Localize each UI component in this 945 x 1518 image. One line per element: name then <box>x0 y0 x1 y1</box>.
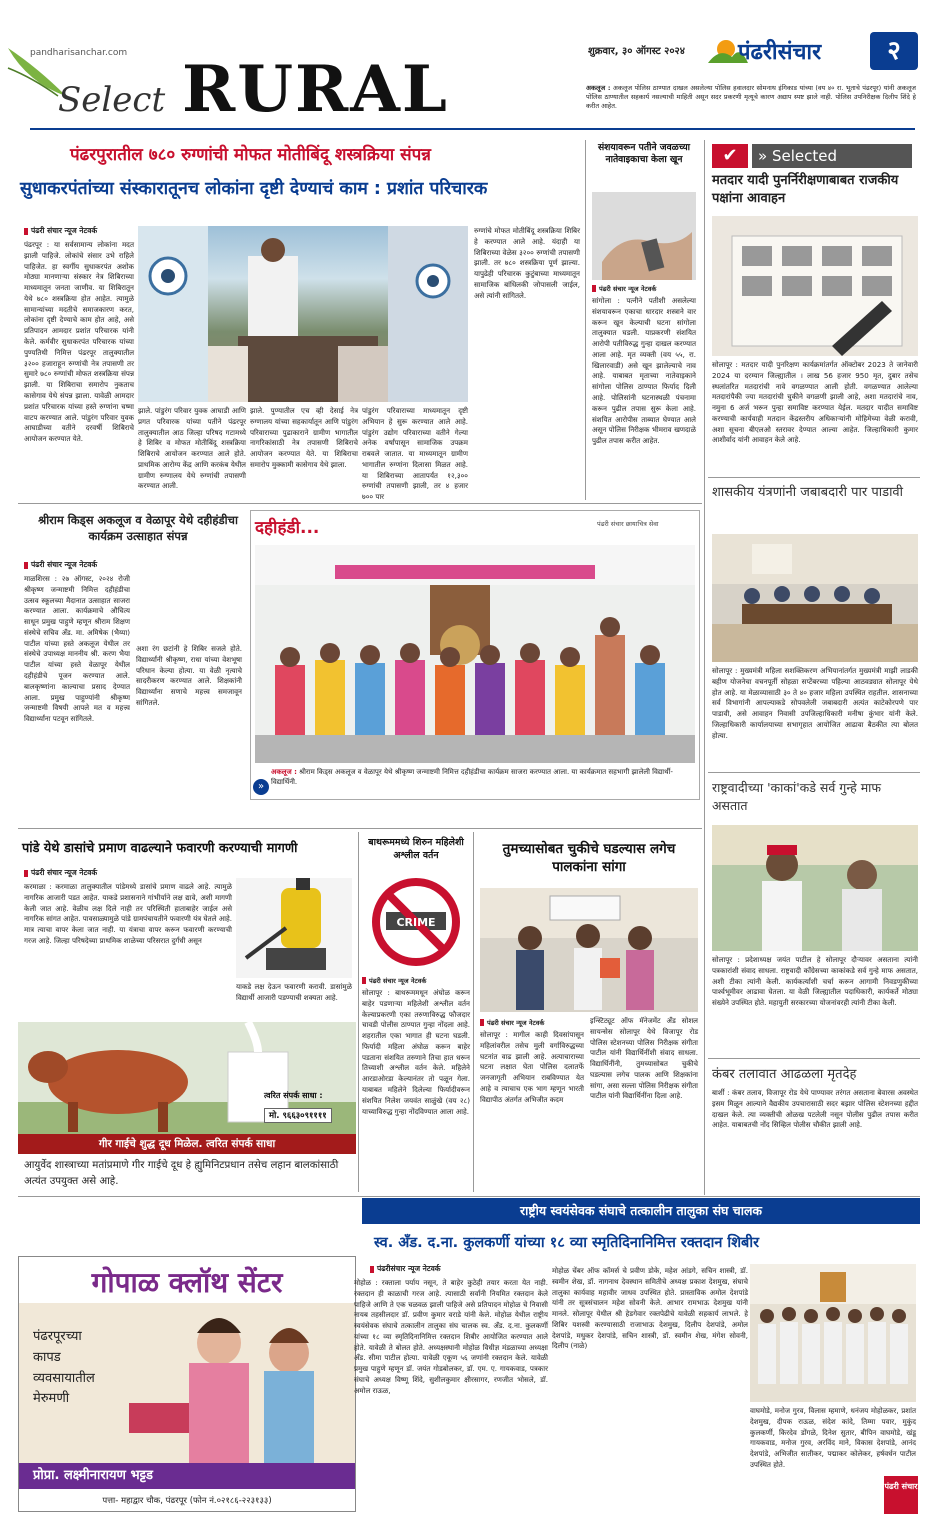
site-url[interactable]: pandharisanchar.com <box>30 48 128 58</box>
rss-byline: पंढरीसंचार न्यूज नेटवर्क <box>370 1264 441 1274</box>
rss-kicker-bar <box>362 1198 920 1224</box>
dahihandi-caption <box>271 767 691 797</box>
eye-camp-photo <box>138 226 468 402</box>
drown-headline: कंबर तलावात आढळला मृतदेह <box>712 1067 857 1082</box>
admin-body: सोलापूर : मुख्यमंत्री महिला सशक्तिकरण अभियानांतर्गत मुख्यमंत्री माझी लाडकी बहीण योजनेचा वचनपूर्ती सोहळा सप्टेंबरच्या पहिल्या आठवड्यात सोलापूर येथे होत आहे. या मेळाव्यासाठी ३० ते ४० हजार महिला उपस्थित राहतील. शासनाच्या सर्व विभागांनी आपल्याकडे सोपवलेली जबाबदारी अत्यंत काटेकोरपणे पार पाडावी, असे आवाहन निवासी उपजिल्हाधिकारी मनीषा कुंभार यांनी केले. जिल्हाधिकारी कार्यालयाच्या सभागृहात आयोजित आढावा बैठकीत त्या बोलत होत्या. <box>712 666 918 740</box>
divider-h-bottom <box>18 1196 920 1197</box>
paper-name: पंढरीसंचार <box>738 40 822 65</box>
murder-byline: पंढरी संचार न्यूज नेटवर्क <box>592 284 656 293</box>
cloth-ad <box>18 1256 356 1512</box>
cloth-ad-footer <box>19 1491 355 1511</box>
parents-photo <box>480 888 698 1012</box>
admin-photo <box>712 534 918 662</box>
brief-box <box>586 84 916 126</box>
small-logo <box>884 1476 918 1514</box>
rss-col3: वाघमोडे, मनोज गुरव, विलास म्हमाणे, धनंजय मोहोळकर, प्रशांत देशमुख, दीपक राऊळ, संदेश कांदे, तिम्मा पवार, मुकुंद कुलकर्णी, किरदेव डोंगळे, दिनेश सुतार, बीपिन वाघमोडे, खंडू गायकवाड, मनोज गुरव, अरविंद माने, विकास देशपांडे, आनंद देशपांडे, अभिजीत सातीकर, पद्माकर कोलेकर, हर्षवर्धन पाटील उपस्थित होते. <box>750 1406 916 1469</box>
dahihandi-photo <box>255 545 695 763</box>
crime-sign <box>364 874 468 970</box>
cloth-line-3: व्यवसायातील <box>33 1370 95 1386</box>
milk-tagline: आयुर्वेद शास्त्राच्या मतांप्रमाणे गीर गाईचे दूध हे ह्युमिनिटप्रधान तसेच लहान बालकांसाठी अत्यंत उपयुक्त असे आहे. <box>24 1160 339 1187</box>
admin-headline: शासकीय यंत्रणांनी जबाबदारी पार पाडावी <box>712 485 904 500</box>
dahihandi-story <box>18 506 702 826</box>
dahihandi-col2: अशा रंग छटांनी हे शिबिर सजले होते. विद्यार्थ्यांनी श्रीकृष्ण, राधा यांच्या वेशभूषा परिधान केल्या होत्या. या वेळी नृत्याचे सादरीकरण करण्यात आले. शिक्षकांनी विद्यार्थ्यांना सणाचे महत्त्व समजावून सांगितले. <box>136 644 242 707</box>
brief-label: अकलूज : <box>586 84 611 92</box>
divider-v4 <box>473 832 474 1192</box>
cloth-line-1: पंढरपूरच्या <box>33 1329 82 1344</box>
ncp-body: सोलापूर : प्रदेशाध्यक्ष जयंत पाटील हे सोलापूर दौऱ्यावर असताना त्यांनी पत्रकारांशी संवाद साधला. राष्ट्रवादी काँग्रेसच्या काकांकडे सर्व गुन्हे माफ असतात, अशी टीका त्यांनी केली. कार्यकर्त्यांशी चर्चा करून आगामी निवडणुकीच्या पार्श्वभूमीवर आढावा घेतला. या वेळी जिल्ह्यातील पदाधिकारी, कार्यकर्ते मोठ्या संख्येने उपस्थित होते. महायुती सरकारच्या योजनांवरही त्यांनी टीका केली. <box>712 955 918 1008</box>
rss-col2: मोहोळ चेंबर ऑफ कॉमर्स चे प्रवीण डोके, महेश आंडगे, सचिन शास्त्री, डॉ. स्वमीन शेख, डॉ. नागनाथ देवस्थान समितीचे अध्यक्ष प्रकाश देशमुख, संघाचे तालुका कार्यवाह महावीर जाधव उपस्थित होते. प्रास्ताविक अमोल देशपांडे यांनी तर सूत्रसंचालन महेश सोवनी केले. आभार रामभाऊ देशमुख यांनी मानले. सोलापूर येथील श्री हेडगेवार रक्तपेढीचे यावेळी सहकार्य लाभले. हे शिबिर यशस्वी करण्यासाठी राजाभाऊ देशमुख, दिलीप देशपांडे, अमोल देशपांडे, मधुकर देशपांडे, सचिन शास्त्री, डॉ. स्वमीन शेख, मंगेश सोवनी, दिलीप (नाळे) <box>552 1266 748 1351</box>
brief-text: अकलूज पोलिस ठाण्यात दाखल असलेल्या पोलिस हवालदार सोमनाथ इंगिकाड यांच्या (वय ४० रा. भूताचे पंढरपूर) यांनी अकलूज पोलिस ठाण्यातील सहकार्य नसल्याची माहिती असून सदर प्रकरणी मृत्यूचे कारण अद्याप स्पष्ट झाले नाही. पोलिस उपनिरीक्षक दिलीप शिंदे हे करीत आहेत. <box>586 84 916 110</box>
mosquito-headline: पांडे येथे डासांचे प्रमाण वाढल्याने फवारणी करण्याची मागणी <box>22 841 298 856</box>
admin-story <box>708 480 920 770</box>
eye-camp-scene <box>138 226 468 402</box>
main-col4: पांडुरंग परिवाराच्या माध्यमातून दृष्टी अभियान हे सुरू करण्यात आले आहे. पांडुरंग उद्योग परिवाराच्या वतीने गेल्या अनेक वर्षांपासून सामाजिक उपक्रम राबवले जातात. या माध्यमातून ग्रामीण भागातील रुग्णांना दिलासा मिळत आहे. या शिबिराच्या आतापर्यंत १२,३०० रुग्णांची तपासणी झाली, तर ४ हजार ७०० पार <box>362 406 468 502</box>
harassment-body: सोलापूर : बाथरूममधून अंघोळ करून बाहेर पडणाऱ्या महिलेशी अश्लील वर्तन केल्याप्रकरणी एका तरुणाविरुद्ध फौजदार चावडी पोलीस ठाण्यात गुन्हा नोंदला आहे. शहरातील एका भागात ही घटना घडली. फिर्यादी महिला अंघोळ करून बाहेर पडताना संशयित तरुणाने तिचा हात धरून तिच्याशी अश्लील वर्तन केले. महिलेने आरडाओरडा केल्यानंतर तो पळून गेला. याबाबत महिलेने दिलेल्या फिर्यादीवरून संशयित निलेश जयवंत साळुंखे (वय २८) याच्याविरुद्ध गुन्हा नोंदविण्यात आला आहे. <box>362 988 470 1116</box>
drown-story <box>708 1062 920 1192</box>
next-arrow-icon[interactable]: » <box>253 779 269 795</box>
cloth-ad-lines <box>33 1327 163 1410</box>
main-col5: रुग्णांचे मोफत मोतीबिंदू शस्त्रक्रिया शिबिर हे करण्यात आले आहे. यंदाही या शिबिराच्या वेळेस ३२०० रुग्णांची तपासणी झाली. तर ७८० शस्त्रक्रिया पूर्ण झाल्या. यापुढेही परिचारक कुटुंबाच्या माध्यमातून सामाजिक बांधिलकी जोपासली जाईल, असे त्यांनी सांगितले. <box>474 226 580 300</box>
small-logo-text: पंढरी संचार <box>884 1482 918 1491</box>
voter-headline: मतदार यादी पुनर्निरीक्षणाबाबत राजकीय पक्षांना आवाहन <box>712 173 899 207</box>
drown-body: बार्शी : कंबर तलाव, विजापूर रोड येथे पाण्यावर तरंगत असताना बेवारस अवस्थेत इसम मिळून आल्याने वैद्यकीय उपचारासाठी सदर बझार पोलिस स्टेशनच्या हद्दीत दाखल केले. त्या व्यक्तीची ओळख पटलेली नसून पोलीस पुढील तपास करीत आहेत. याबाबतची नोंद सिव्हिल पोलीस चौकीत झाली आहे. <box>712 1088 918 1130</box>
divider-h-main <box>18 503 702 504</box>
ncp-story <box>708 775 920 1055</box>
selected-label-box <box>752 144 912 168</box>
milk-phone[interactable]: मो. ९६६३०९११११ <box>264 1108 332 1123</box>
divider-v3 <box>358 832 359 1192</box>
ncp-headline: राष्ट्रवादीच्या 'काकां'कडे सर्व गुन्हे माफ असतात <box>712 780 882 814</box>
chevron-icon: » <box>758 147 772 165</box>
rss-col1: मोहोळ : रक्ताला पर्याय नसून, ते बाहेर कुठेही तयार करता येत नाही. रक्तदान ही काळाची गरज आहे. त्यासाठी सर्वांनी नियमित रक्तदान केले पाहिजे आणि ते एक चळवळ झाली पाहिजे असे प्रतिपादन मोहोळ चे निवासी नायब तहसीलदार डॉ. प्रवीण कुमार वराडे यांनी केले. मोहोळ येथील राष्ट्रीय स्वयंसेवक संघाचे तत्कालीन तालुका संघ चालक स्व. अँड. द.ना. कुलकर्णी यांच्या १८ व्या स्मृतिदिनानिमित्त रक्तदान शिबीर आयोजित करण्यात आले होते. यावेळी ते बोलत होते. अध्यक्षस्थानी मोहोळ विधीज्ञ मंडळाच्या अध्यक्षा अँड. सीमा पाटील होत्या. यावेळी एकूण ५६ जणांनी रक्तदान केले. यावेळी प्रमुख पाहुणे म्हणून डॉ. जयंत गोडबोलकर, डॉ. एम. ए. गायकवाड, पत्रकार संघाचे अध्यक्ष विष्णू शिंदे, सुशीलकुमार क्षीरसागर, रणजीत भोसले, डॉ. अमोल राऊळ, <box>354 1278 548 1395</box>
cloth-ad-address: पत्ता- महाद्वार चौक, पंढरपूर <box>102 1496 188 1506</box>
dahihandi-headline: श्रीराम किड्स अकलूज व वेळापूर येथे दहीहंडीचा कार्यक्रम उत्साहात संपन्न <box>38 513 238 544</box>
sprayer-photo <box>236 878 352 978</box>
voter-story <box>708 140 920 475</box>
main-byline: पंढरी संचार न्यूज नेटवर्क <box>24 226 97 236</box>
section-title: RURAL <box>182 52 449 127</box>
cloth-line-4: मेरुमणी <box>33 1391 70 1407</box>
main-kicker: पंढरपुरातील ७८० रुग्णांची मोफत मोतीबिंदू शस्त्रक्रिया संपन्न <box>70 145 431 165</box>
mosquito-col2: याकडे लक्ष देऊन फवारणी करावी. डासांमुळे विद्यार्थी आजारी पडण्याची शक्यता आहे. <box>236 982 352 1002</box>
cloth-ad-name: गोपाळ क्लॉथ सेंटर <box>91 1266 283 1299</box>
murder-story <box>588 140 700 502</box>
divider-v1 <box>585 140 586 500</box>
murder-headline: संशयावरून पतीने जवळच्या नातेवाइकाचा केला खून <box>597 142 691 166</box>
divider-h-ncp <box>708 1058 920 1059</box>
dahihandi-photo-label: दहीहंडी... <box>255 518 320 538</box>
date-line: शुक्रवार, ३० ऑगस्ट २०२४ <box>588 46 685 57</box>
blood-camp-photo <box>750 1264 916 1402</box>
harassment-byline: पंढरी संचार न्यूज नेटवर्क <box>362 976 426 985</box>
main-headline: सुधाकरपंतांच्या संस्कारातूनच लोकांना दृष्टी देण्याचं काम : प्रशांत परिचारक <box>20 179 488 199</box>
rss-story <box>354 1198 920 1514</box>
murder-body: सांगोला : पत्नीने पतीशी असलेल्या संशयावरून एकाचा धारदार शस्त्राने वार करून खून केल्याची घटना सांगोला तालुक्यात घडली. याप्रकरणी संशयित आरोपी पतीविरुद्ध गुन्हा दाखल करण्यात आला आहे. मृत व्यक्ती (वय ५५, रा. खिलारवाडी) असे खून झालेल्याचे नाव आहे. याबाबत मृताच्या नातेवाइकाने सांगोला पोलिस ठाण्यात फिर्याद दिली आहे. पोलिसांनी घटनास्थळी पंचनामा करून पुढील तपास सुरू केला आहे. संशयित आरोपीस ताब्यात घेण्यात आले असून पोलिस निरीक्षक भीमराव खणदाळे पुढील तपास करीत आहेत. <box>592 296 696 446</box>
divider-h-mid <box>18 828 702 829</box>
harassment-headline: बाथरूममध्ये शिरुन महिलेशी अश्लील वर्तन <box>368 837 464 862</box>
parents-col2: इन्स्टिट्यूट ऑफ मॅनेजमेंट अँड सोशल सायन्सेस सोलापूर येथे विजापूर रोड पोलिस स्टेशनच्या पोलिस निरीक्षक संगीता पाटील यांनी विद्यार्थिनींशी संवाद साधला. विद्यार्थिनींनी, तुमच्यासोबत चुकीचे घडल्यास लगेच पालक आणि शिक्षकांना सांगा, असा सल्ला पोलिस निरीक्षक संगीता पाटील यांनी विद्यार्थिनींना दिला आहे. <box>590 1016 698 1101</box>
main-col2: झाले. पांडुरंग परिवार युवक आघाडी आणि प्रगत परिवारक यांच्या पतीने पंढरपूर तालुक्यातील आठ जिल्हा परिषद गटामध्ये हे शिबिर व मोफत मोतीबिंदू शस्त्रक्रिया शिबिराचे आयोजन करण्यात आले होते. प्राथमिक आरोग्य केंद्र आणि करकंब येथील ग्रामीण रुग्णालय येथे रुग्णांची तपासणी करण्यात आली. <box>138 406 246 491</box>
main-story <box>18 136 584 500</box>
parents-byline: पंढरी संचार न्यूज नेटवर्क <box>480 1018 544 1027</box>
harassment-story <box>360 832 472 1194</box>
divider-h-voter <box>708 477 920 478</box>
murder-photo <box>592 192 696 280</box>
parents-col1: सोलापूर : मागील काही दिवसांपासून महिलांवरील तसेच मुली वर्गाविरुद्धच्या घटनांत वाढ झाली आहे. अत्याचाराच्या घटना लक्षात घेता पोलिस दलातर्फे जनजागृती अभियान राबविण्यात येत आहे व त्याचाच एक भाग म्हणून भारती विद्यापीठ अंतर्गत अभिजीत कदम <box>480 1030 584 1104</box>
masthead <box>0 0 945 132</box>
divider-h-admin <box>708 772 920 773</box>
parents-headline: तुमच्यासोबत चुकीचे घडल्यास लगेच पालकांना सांगा <box>502 841 676 876</box>
masthead-rule <box>30 128 915 130</box>
page-number-box <box>870 32 918 70</box>
caption-text: श्रीराम किड्स अकलूज व वेळापूर येथे श्रीकृष्ण जन्माष्टमी निमित्त दहीहंडीचा कार्यक्रम साजरा करण्यात आला. या कार्यक्रमात सहभागी झालेली विद्यार्थी-विद्यार्थिनी. <box>271 768 673 787</box>
dahihandi-col1: माळशिरस : २७ ऑगस्ट, २०२४ रोजी श्रीकृष्ण जन्माष्टमी निमित्त दहीहंडीचा उत्सव स्कूलच्या मैदानात उत्साहात साजरा करण्यात आला. कार्यक्रमाचे औचित्य साधून प्रमुख पाहुणे म्हणून श्रीराम शिक्षण संस्थेचे सचिव अँड. मा. अमिषेक (भैय्या) पाटील यांच्या हस्ते अकलूज येथील तर संस्थेचे उपाध्यक्ष माननीय श्री. करण भैया पाटील यांच्या हस्ते वेळापूर येथील दहीहंडीचे पूजन करण्यात आले. बालकृष्णांना काल्याचा प्रसाद देण्यात आला. प्रमुख पाहुण्यांनी श्रीकृष्ण जन्माष्टमी विषयी आपले मत व महत्त्व विद्यार्थ्यांना पटवून सांगितले. <box>24 574 130 724</box>
cloth-ad-phone[interactable]: (फोन नं.०२१८६-२२३१३३) <box>189 1496 272 1506</box>
mosquito-byline: पंढरी संचार न्यूज नेटवर्क <box>24 868 97 878</box>
page-number: २ <box>887 36 901 66</box>
milk-ad <box>18 1022 356 1194</box>
rss-headline: स्व. अँड. द.ना. कुलकर्णी यांच्या १८ व्या स्मृतिदिनानिमित्त रक्तदान शिबीर <box>374 1235 760 1251</box>
crime-label: CRIME <box>396 916 436 929</box>
check-icon: ✔ <box>712 144 748 168</box>
voter-body: सोलापूर : मतदार यादी पुनरिक्षण कार्यक्रमांतर्गत ऑक्टोबर 2023 ते जानेवारी 2024 या दरम्यान जिल्ह्यातील । लाख 56 हजार 950 मृत, दुबार तसेच स्थलांतरित मतदारांची नावे वगळण्यात आली होती. वगळण्यात आलेल्या मतदारांपैकी ज्या मतदारांची चुकीने वगळणी झाली आहे, अशा मतदारांचे नाव, नमुना 6 अर्ज भरून पुन्हा समाविष्ट करण्यात येईल. मतदार यादीत समाविष्ट करण्याची कार्यवाही मतदान केंद्रस्तरीय अधिकाऱ्यांनी मोहिमेच्या वेळी करावी, अशा सूचना बीएलओ स्तरावर देण्यात आल्या आहेत. जिल्हाधिकारी कुमार आशीर्वाद यांनी आवाहन केले आहे. <box>712 360 918 445</box>
mosquito-col1: करमाळा : करमाळा तालुक्यातील पांडेमध्ये डासांचे प्रमाण वाढले आहे. त्यामुळे नागरिक आजारी पडत आहेत. याकडे प्रशासनाने गांभीर्याने लक्ष द्यावे, अशी मागणी केली जात आहे. वेळीच लक्ष दिले नाही तर परिस्थिती हाताबाहेर जाईल असे नागरिक सांगत आहेत. पावसाळ्यामुळे पांडे ग्रामपंचायतीने फवारणी यंत्र घेतले आहे. मात्र त्याचा वापर केला जात नाही. या यंत्राचा वापर करून फवारणी करण्याची गरज आहे. जिल्हा परिषदेच्या प्राथमिक शाळेच्या परिसरात दुर्गंधी असून <box>24 882 232 945</box>
milk-banner: गीर गाईचे शुद्ध दूध मिळेल. त्वरित संपर्क साधा <box>18 1134 356 1154</box>
photo-credit: पंढरी संचार छायाचित्र सेवा <box>597 520 659 528</box>
ncp-photo <box>712 825 918 951</box>
dahihandi-byline: पंढरी संचार न्यूज नेटवर्क <box>24 560 97 570</box>
cloth-line-2: कापड <box>33 1349 61 1365</box>
divider-v2 <box>704 140 705 1195</box>
dahihandi-photo-panel <box>250 510 700 800</box>
main-col1: पंढरपूर : या सर्वसामान्य लोकांना मदत झाली पाहिजे. लोकांचे संसार उभे राहिले पाहिजेत. हा स्वर्गीय सुधाकरपंत अशोक मोठ्या मानणाऱ्या संस्कार नेत्र शिबिराच्या माध्यमातून जनता जाणीव. या शिबिरातून येथे ७८० शस्त्रक्रिया होत आहेत. त्यामुळे सामान्यांच्या मदतीचे समाजकारण करत, लोकांना दृष्टी देण्याचे काम होत आहे, असे प्रतिपादन आमदार प्रशांत परिचारक यांनी केले. कर्मवीर सुधाकरपंत परिचारक यांच्या पुण्यतिथी निमित्त पंढरपूर तालुक्यातील ३२०० हजाराहून रुग्णांची नेत्र तपासणी तर सुमारे ७८० रुग्णांची मोफत शस्त्रक्रिया संपन्न झाली. या शिबिराचा समारोप नुकताच कासेगाव येथे संपन्न झाला. यावेळी आमदार प्रशांत परिचारक यांच्या हस्ते रुग्णांना चष्मा वाटप करण्यात आले. पांडुरंग परिवार युवक आघाडीच्या वतीने दरवर्षी शिबिराचे आयोजन करण्यात येते. <box>24 240 134 444</box>
rss-kicker: राष्ट्रीय स्वयंसेवक संघाचे तत्कालीन तालुका संघ चालक <box>519 1203 763 1218</box>
mosquito-story <box>18 832 356 1020</box>
main-col3: झाले. पुण्यातील एच व्ही देसाई नेत्र रुग्णालय यांच्या सहकार्यातून आणि पांडुरंग परिवाराच्या पुढाकाराने ग्रामीण भागातील नागरिकांसाठी नेत्र तपासणी शिबिराचे आयोजन करण्यात येते. या शिबिराचा समारोप मुक्कामी कासेगाव येथे झाला. <box>250 406 358 469</box>
cloth-ad-proprietor: प्रोप्रा. लक्ष्मीनारायण भट्टड <box>19 1463 355 1489</box>
section-script: Select <box>58 80 166 120</box>
milk-contact-label: त्वरित संपर्क साधा : <box>264 1091 323 1100</box>
parents-story <box>476 832 702 1194</box>
voter-photo <box>712 216 918 356</box>
caption-place: अकलूज : <box>271 768 297 776</box>
selected-label: Selected <box>771 147 837 165</box>
selected-tag <box>712 144 912 168</box>
